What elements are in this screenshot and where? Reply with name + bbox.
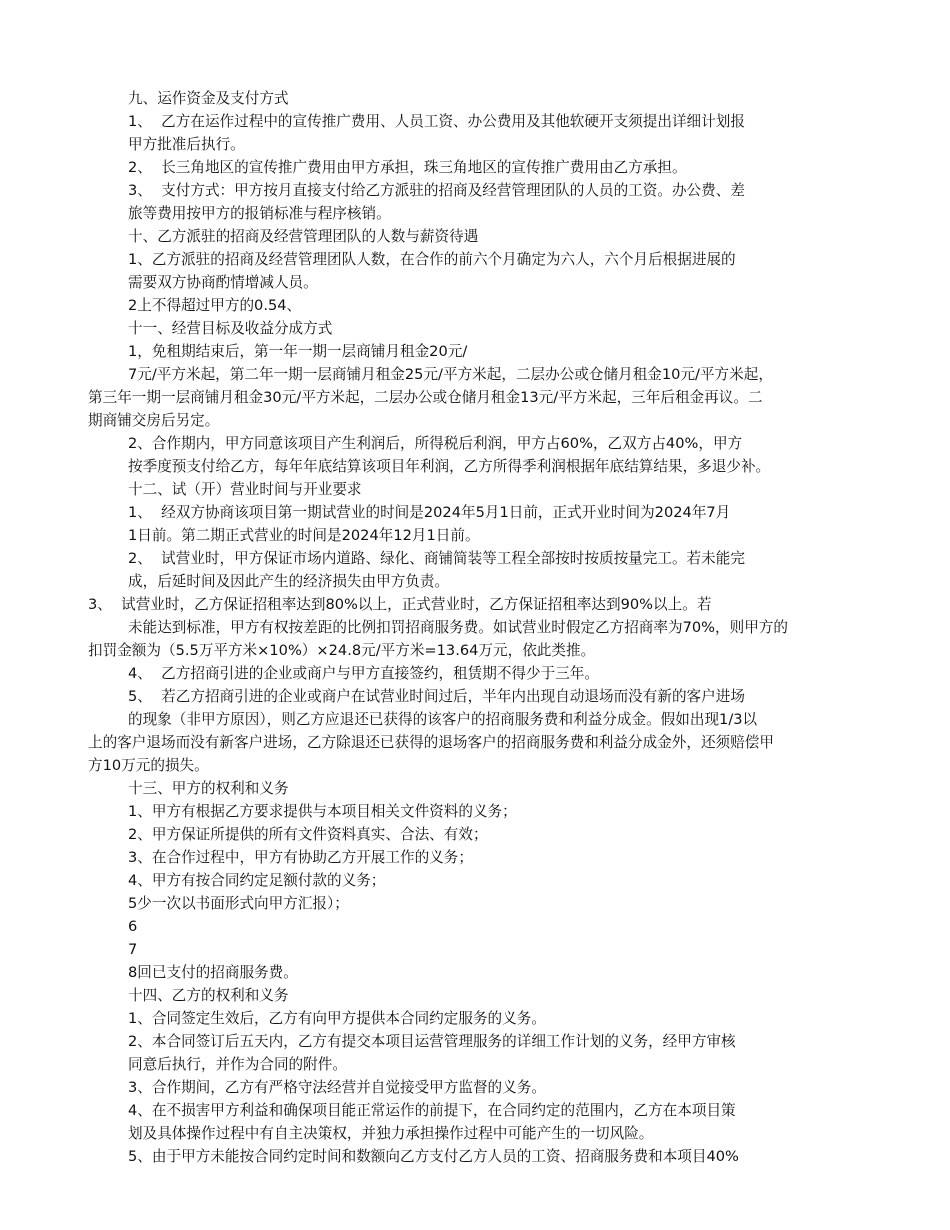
paragraph-line: 1、 经双方协商该项目第一期试营业的时间是2024年5月1日前，正式开业时间为2024年7月 [128, 504, 731, 521]
paragraph-line: 甲方批准后执行。 [128, 136, 245, 153]
paragraph-line: 2、合作期内，甲方同意该项目产生利润后，所得税后利润，甲方占60%，乙双方占40%，甲方 [128, 435, 743, 452]
paragraph-line: 上的客户退场而没有新客户进场，乙方除退还已获得的退场客户的招商服务费和利益分成金外，还须赔偿甲 [88, 734, 774, 751]
paragraph-line: 未能达到标准，甲方有权按差距的比例扣罚招商服务费。如试营业时假定乙方招商率为70%，则甲方的 [128, 619, 788, 636]
list-item: 3、合作期间，乙方有严格守法经营并自觉接受甲方监督的义务。 [128, 1079, 546, 1096]
paragraph-line: 按季度预支付给乙方，每年年底结算该项目年利润，乙方所得季利润根据年底结算结果，多退少补。 [128, 458, 771, 475]
paragraph-line: 2、 长三角地区的宣传推广费用由甲方承担，珠三角地区的宣传推广费用由乙方承担。 [128, 159, 687, 176]
paragraph-line: 的现象（非甲方原因），则乙方应退还已获得的该客户的招商服务费和利益分成金。假如出现1/3以 [128, 711, 758, 728]
list-item: 4、在不损害甲方利益和确保项目能正常运作的前提下，在合同约定的范围内，乙方在本项目策 [128, 1102, 736, 1119]
paragraph-line: 划及具体操作过程中有自主决策权，并独力承担操作过程中可能产生的一切风险。 [128, 1125, 654, 1142]
paragraph-line: 5、 若乙方招商引进的企业或商户在试营业时间过后，半年内出现自动退场而没有新的客户进场 [128, 688, 745, 705]
list-item: 7 [128, 941, 138, 958]
list-item: 8回已支付的招商服务费。 [128, 964, 298, 981]
paragraph-line: 4、 乙方招商引进的企业或商户与甲方直接签约，租赁期不得少于三年。 [128, 665, 599, 682]
list-item: 2、本合同签订后五天内，乙方有提交本项目运营管理服务的详细工作计划的义务，经甲方审核 [128, 1033, 736, 1050]
section-heading-10: 十、乙方派驻的招商及经营管理团队的人数与薪资待遇 [128, 228, 479, 245]
list-item: 5、由于甲方未能按合同约定时间和数额向乙方支付乙方人员的工资、招商服务费和本项目40% [128, 1148, 739, 1165]
section-heading-9: 九、运作资金及支付方式 [128, 90, 289, 107]
paragraph-line: 期商铺交房后另定。 [88, 412, 220, 429]
paragraph-line: 方10万元的损失。 [88, 757, 209, 774]
list-item: 6 [128, 918, 138, 935]
paragraph-line: 7元/平方米起，第二年一期一层商铺月租金25元/平方米起，二层办公或仓储月租金10元/平方米起， [128, 366, 773, 383]
paragraph-line: 1日前。第二期正式营业的时间是2024年12月1日前。 [128, 527, 480, 544]
list-item: 5少一次以书面形式向甲方汇报）； [128, 895, 349, 912]
paragraph-line: 1、 乙方在运作过程中的宣传推广费用、人员工资、办公费用及其他软硬开支须提出详细计划报 [128, 113, 745, 130]
paragraph-line: 第三年一期一层商铺月租金30元/平方米起，二层办公或仓储月租金13元/平方米起，三年后租金再议。二 [88, 389, 763, 406]
list-item: 4、甲方有按合同约定足额付款的义务； [128, 872, 386, 889]
section-heading-11: 十一、经营目标及收益分成方式 [128, 320, 333, 337]
list-item: 1、甲方有根据乙方要求提供与本项目相关文件资料的义务； [128, 803, 517, 820]
paragraph-line: 2上不得超过甲方的0.54、 [128, 297, 302, 314]
list-item: 2、甲方保证所提供的所有文件资料真实、合法、有效； [128, 826, 488, 843]
paragraph-line: 同意后执行，并作为合同的附件。 [128, 1056, 347, 1073]
paragraph-line: 成，后延时间及因此产生的经济损失由甲方负责。 [128, 573, 450, 590]
list-item: 1、合同签定生效后，乙方有向甲方提供本合同约定服务的义务。 [128, 1010, 546, 1027]
section-heading-13: 十三、甲方的权利和义务 [128, 780, 289, 797]
section-heading-14: 十四、乙方的权利和义务 [128, 987, 289, 1004]
paragraph-line: 1、乙方派驻的招商及经营管理团队人数，在合作的前六个月确定为六人，六个月后根据进展的 [128, 251, 736, 268]
paragraph-line: 旅等费用按甲方的报销标准与程序核销。 [128, 205, 391, 222]
section-heading-12: 十二、试（开）营业时间与开业要求 [128, 481, 362, 498]
list-item: 3、在合作过程中，甲方有协助乙方开展工作的义务； [128, 849, 473, 866]
paragraph-line: 2、 试营业时，甲方保证市场内道路、绿化、商铺简装等工程全部按时按质按量完工。若未能完 [128, 550, 745, 567]
paragraph-line: 需要双方协商酌情增减人员。 [128, 274, 318, 291]
paragraph-line: 1，免租期结束后，第一年一期一层商铺月租金20元/ [128, 343, 468, 360]
paragraph-line: 扣罚金额为（5.5万平方米×10%）×24.8元/平方米=13.64万元，依此类推。 [88, 642, 596, 659]
paragraph-line: 3、 支付方式：甲方按月直接支付给乙方派驻的招商及经营管理团队的人员的工资。办公费、差 [128, 182, 745, 199]
paragraph-line: 3、 试营业时，乙方保证招租率达到80%以上，正式营业时，乙方保证招租率达到90%以上。若 [88, 596, 712, 613]
